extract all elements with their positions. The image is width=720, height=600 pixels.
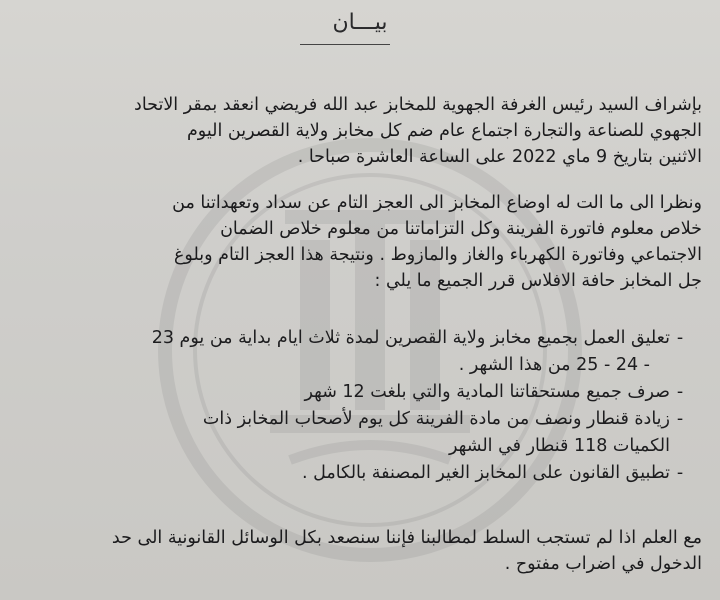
bullet-dash-icon: -: [676, 409, 684, 429]
paragraph-1: [134, 92, 702, 170]
list-item-line: زيادة قنطار ونصف من مادة الفرينة كل يوم لأصحاب المخابز ذات: [202, 409, 670, 429]
list-item-line: الكميات 118 قنطار في الشهر: [449, 436, 670, 456]
list-item-line: تطبيق القانون على المخابز الغير المصنفة بالكامل .: [301, 463, 670, 483]
list-item: [152, 460, 690, 487]
paragraph-2-line: جل المخابز حافة الافلاس قرر الجميع ما يلي :: [374, 271, 702, 291]
paragraph-1-line: الجهوي للصناعة والتجارة اجتماع عام ضم كل مخابز ولاية القصرين اليوم: [186, 121, 702, 141]
bullet-dash-icon: -: [676, 463, 684, 483]
demands-list: [152, 325, 690, 487]
paragraph-1-line: الاثنين بتاريخ 9 ماي 2022 على الساعة العاشرة صباحا .: [297, 147, 702, 167]
list-item: [152, 406, 690, 460]
closing-line: مع العلم اذا لم تستجب السلط لمطالبنا فإننا سنصعد بكل الوسائل القانونية الى حد: [111, 528, 702, 548]
paragraph-1-line: بإشراف السيد رئيس الغرفة الجهوية للمخابز عبد الله فريضي انعقد بمقر الاتحاد: [134, 95, 702, 115]
title-underline: [300, 44, 390, 45]
paragraph-2-line: ونظرا الى ما الت له اوضاع المخابز الى العجز التام عن سداد وتعهداتنا من: [172, 193, 702, 213]
bullet-dash-icon: -: [676, 328, 684, 348]
list-item-line: - 24 - 25 من هذا الشهر .: [458, 355, 650, 375]
document-title: بيـــان: [332, 10, 388, 35]
paragraph-2-line: الاجتماعي وفاتورة الكهرباء والغاز والمازوط . ونتيجة هذا العجز التام وبلوغ: [173, 245, 702, 265]
list-item: [152, 379, 690, 406]
bullet-dash-icon: -: [676, 382, 684, 402]
paragraph-2: [172, 190, 702, 294]
list-item-line: تعليق العمل بجميع مخابز ولاية القصرين لمدة ثلاث ايام بداية من يوم 23: [151, 328, 670, 348]
closing-line: الدخول في اضراب مفتوح .: [504, 554, 702, 574]
list-item: [152, 325, 690, 379]
list-item-line: صرف جميع مستحقاتنا المادية والتي بلغت 12 شهر: [304, 382, 670, 402]
closing-paragraph: [112, 525, 702, 577]
paragraph-2-line: خلاص معلوم فاتورة الفرينة وكل التزاماتنا من معلوم خلاص الضمان: [220, 219, 702, 239]
